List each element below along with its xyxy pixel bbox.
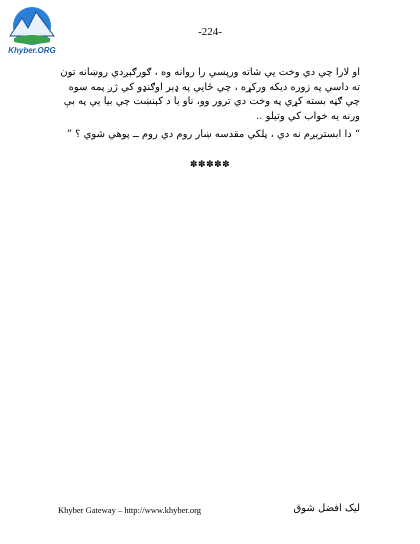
page-number: -224- [198,26,222,38]
body-paragraph: او لارا چي دي وخت يي شاته ورپسي را روانه وه ، ګورګېږدي روښانه تون ته داسي په زوره ديکه ورکړه ، چي ځايي په ډېر اوګنډو کي ژږ پمه سوه چي ګڼه بسته کړي په وخت دي ترور وو، ناو يا د کېنښت چي بيا يي په بې ورنه يه خواب کي وتيلو .. [60,67,360,122]
logo-text: Khyber.ORG [8,46,56,55]
quote-paragraph: “ دا ابسترېږم نه دي ، پلکي مقدسه ښار روم دي روم ــ پوهي شوي ؟ ” [66,129,360,140]
footer-author: ليک افضل شوق [293,503,360,514]
footer-website: Khyber Gateway – http://www.khyber.org [58,505,202,515]
section-divider: ✽✽✽✽✽ [189,160,231,170]
